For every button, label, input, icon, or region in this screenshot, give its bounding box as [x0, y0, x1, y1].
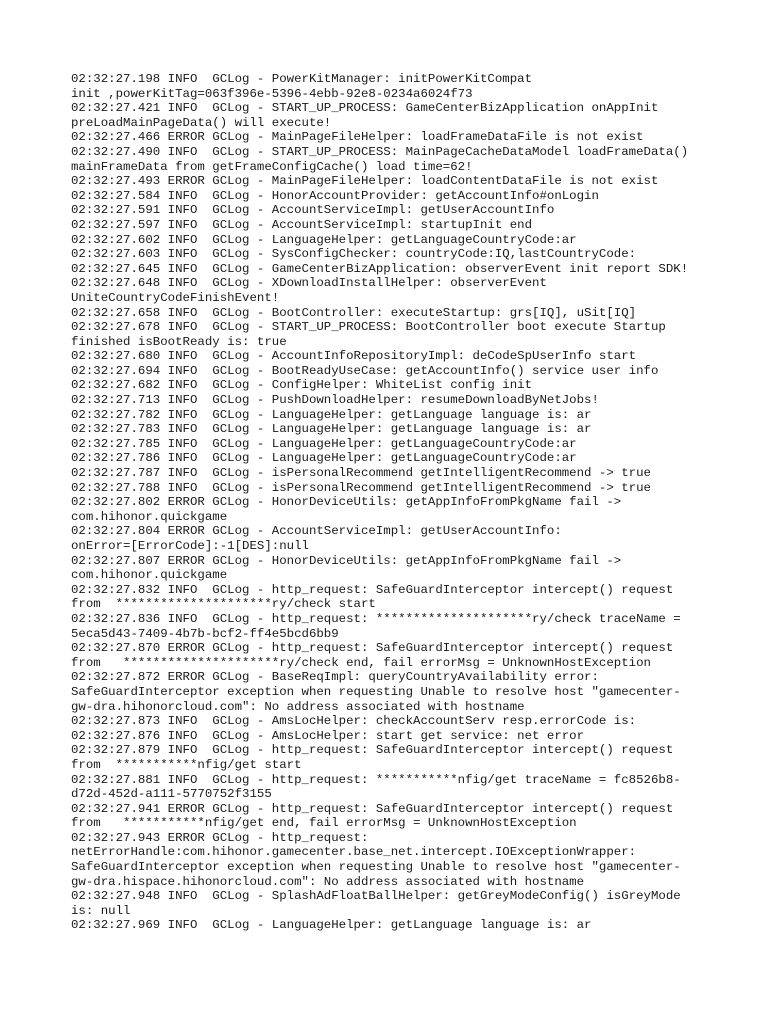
log-line: 02:32:27.694 INFO GCLog - BootReadyUseCase: getAccountInfo() service user info	[71, 363, 659, 378]
log-line: com.hihonor.quickgame	[71, 509, 228, 524]
log-line: 02:32:27.658 INFO GCLog - BootController: executeStartup: grs[IQ], uSit[IQ]	[71, 305, 637, 320]
log-line: 02:32:27.836 INFO GCLog - http_request: *********************ry/check traceName =	[71, 611, 681, 626]
log-line: 02:32:27.943 ERROR GCLog - http_request:	[71, 830, 369, 845]
log-line: from ***********nfig/get start	[71, 757, 302, 772]
log-line: 02:32:27.591 INFO GCLog - AccountServiceImpl: getUserAccountInfo	[71, 203, 555, 218]
log-line: 02:32:27.870 ERROR GCLog - http_request: SafeGuardInterceptor intercept() request	[71, 641, 674, 656]
log-line: 02:32:27.941 ERROR GCLog - http_request: SafeGuardInterceptor intercept() request	[71, 801, 674, 816]
log-line: 02:32:27.873 INFO GCLog - AmsLocHelper: checkAccountServ resp.errorCode is:	[71, 714, 637, 729]
log-line: 02:32:27.786 INFO GCLog - LanguageHelper: getLanguageCountryCode:ar	[71, 451, 577, 466]
log-line: netErrorHandle:com.hihonor.gamecenter.base_net.intercept.IOExceptionWrapper:	[71, 845, 637, 860]
log-line: 02:32:27.948 INFO GCLog - SplashAdFloatBallHelper: getGreyModeConfig() isGreyMode	[71, 889, 681, 904]
log-line: from *********************ry/check end, fail errorMsg = UnknownHostException	[71, 655, 651, 670]
log-line: 02:32:27.881 INFO GCLog - http_request: ***********nfig/get traceName = fc8526b8-	[71, 772, 681, 787]
log-line: 02:32:27.879 INFO GCLog - http_request: SafeGuardInterceptor intercept() request	[71, 743, 674, 758]
log-line: 02:32:27.682 INFO GCLog - ConfigHelper: WhiteList config init	[71, 378, 533, 393]
log-line: 02:32:27.876 INFO GCLog - AmsLocHelper: start get service: net error	[71, 728, 585, 743]
log-line: 02:32:27.782 INFO GCLog - LanguageHelper: getLanguage language is: ar	[71, 407, 592, 422]
log-line: 02:32:27.421 INFO GCLog - START_UP_PROCESS: GameCenterBizApplication onAppInit	[71, 101, 659, 116]
log-line: 02:32:27.198 INFO GCLog - PowerKitManager: initPowerKitCompat	[71, 72, 533, 86]
log-line: 02:32:27.807 ERROR GCLog - HonorDeviceUtils: getAppInfoFromPkgName fail ->	[71, 553, 622, 568]
log-line: is: null	[71, 903, 131, 918]
log-line: 5eca5d43-7409-4b7b-bcf2-ff4e5bcd6bb9	[71, 626, 339, 641]
log-line: 02:32:27.490 INFO GCLog - START_UP_PROCESS: MainPageCacheDataModel loadFrameData()	[71, 144, 689, 159]
log-line: 02:32:27.713 INFO GCLog - PushDownloadHelper: resumeDownloadByNetJobs!	[71, 393, 599, 408]
log-line: mainFrameData from getFrameConfigCache() load time=62!	[71, 159, 473, 174]
log-line: from ***********nfig/get end, fail errorMsg = UnknownHostException	[71, 816, 577, 831]
log-line: UniteCountryCodeFinishEvent!	[71, 290, 280, 305]
log-line: 02:32:27.678 INFO GCLog - START_UP_PROCESS: BootController boot execute Startup	[71, 320, 666, 335]
log-line: gw-dra.hihonorcloud.com": No address associated with hostname	[71, 699, 525, 714]
log-line: 02:32:27.466 ERROR GCLog - MainPageFileHelper: loadFrameDataFile is not exist	[71, 130, 644, 145]
log-document	[71, 72, 711, 933]
log-line: 02:32:27.969 INFO GCLog - LanguageHelper: getLanguage language is: ar	[71, 918, 592, 933]
log-line: 02:32:27.493 ERROR GCLog - MainPageFileHelper: loadContentDataFile is not exist	[71, 174, 659, 189]
log-line: finished isBootReady is: true	[71, 334, 287, 349]
log-line: 02:32:27.783 INFO GCLog - LanguageHelper: getLanguage language is: ar	[71, 422, 592, 437]
log-line: 02:32:27.788 INFO GCLog - isPersonalRecommend getIntelligentRecommend -> true	[71, 480, 651, 495]
log-line: SafeGuardInterceptor exception when requesting Unable to resolve host "gamecenter-	[71, 684, 681, 699]
log-line: 02:32:27.603 INFO GCLog - SysConfigChecker: countryCode:IQ,lastCountryCode:	[71, 247, 637, 262]
log-line: SafeGuardInterceptor exception when requesting Unable to resolve host "gamecenter-	[71, 860, 681, 875]
log-line: gw-dra.hispace.hihonorcloud.com": No address associated with hostname	[71, 874, 585, 889]
log-line: 02:32:27.872 ERROR GCLog - BaseReqImpl: queryCountryAvailability error:	[71, 670, 599, 685]
log-line: 02:32:27.802 ERROR GCLog - HonorDeviceUtils: getAppInfoFromPkgName fail ->	[71, 495, 622, 510]
log-line: 02:32:27.785 INFO GCLog - LanguageHelper: getLanguageCountryCode:ar	[71, 436, 577, 451]
log-line: 02:32:27.584 INFO GCLog - HonorAccountProvider: getAccountInfo#onLogin	[71, 188, 599, 203]
log-line: 02:32:27.787 INFO GCLog - isPersonalRecommend getIntelligentRecommend -> true	[71, 466, 651, 481]
log-line: com.hihonor.quickgame	[71, 568, 228, 583]
log-line: 02:32:27.602 INFO GCLog - LanguageHelper: getLanguageCountryCode:ar	[71, 232, 577, 247]
log-line: init ,powerKitTag=063f396e-5396-4ebb-92e8-0234a6024f73	[71, 86, 473, 101]
log-line: preLoadMainPageData() will execute!	[71, 115, 332, 130]
log-line: 02:32:27.832 INFO GCLog - http_request: SafeGuardInterceptor intercept() request	[71, 582, 674, 597]
log-line: 02:32:27.597 INFO GCLog - AccountServiceImpl: startupInit end	[71, 217, 533, 232]
log-line: 02:32:27.648 INFO GCLog - XDownloadInstallHelper: observerEvent	[71, 276, 547, 291]
log-line: from *********************ry/check start	[71, 597, 376, 612]
log-line: d72d-452d-a111-5770752f3155	[71, 787, 272, 802]
log-line: 02:32:27.645 INFO GCLog - GameCenterBizApplication: observerEvent init report SDK!	[71, 261, 689, 276]
log-line: 02:32:27.804 ERROR GCLog - AccountServiceImpl: getUserAccountInfo:	[71, 524, 562, 539]
log-line: onError=[ErrorCode]:-1[DES]:null	[71, 539, 309, 553]
log-line: 02:32:27.680 INFO GCLog - AccountInfoRepositoryImpl: deCodeSpUserInfo start	[71, 349, 637, 364]
